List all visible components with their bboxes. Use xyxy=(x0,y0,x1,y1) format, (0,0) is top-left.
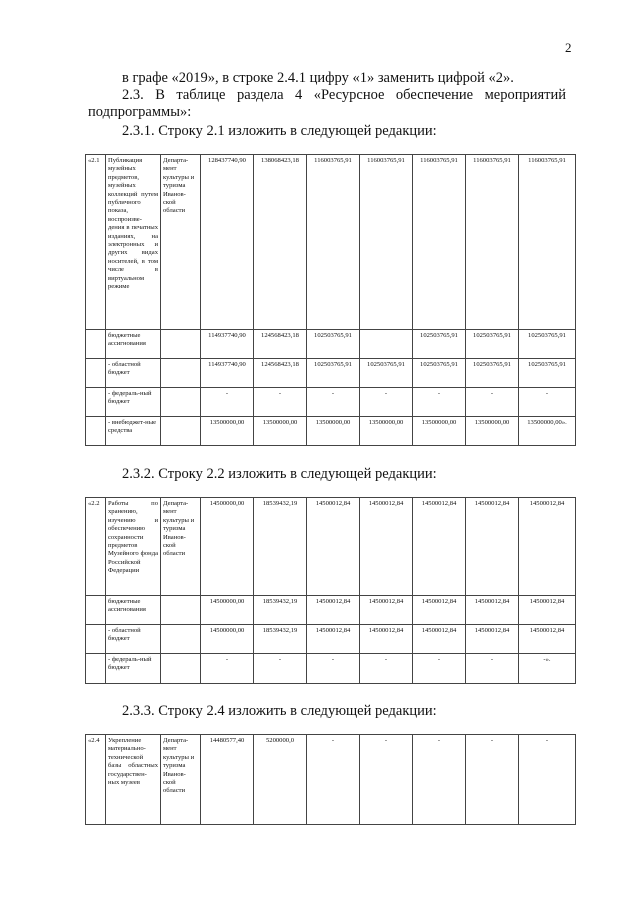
value-cell: 14500000,00 xyxy=(201,625,254,654)
paragraph-graph-2019: в графе «2019», в строке 2.4.1 цифру «1» заменить цифрой «2». xyxy=(122,70,514,86)
row-label: - федераль-ный бюджет xyxy=(106,654,161,684)
value-cell: 14500012,84 xyxy=(519,596,576,625)
value-cell: 102503765,91 xyxy=(307,330,360,359)
activity-name: Укрепление материально-технической базы областных государствен-ных музеев xyxy=(106,735,161,825)
value-cell: 114937740,90 xyxy=(201,359,254,388)
row-index: «2.1 xyxy=(86,155,106,330)
value-cell: 13500000,00 xyxy=(307,417,360,446)
value-cell: 116003765,91 xyxy=(519,155,576,330)
row-label: - областной бюджет xyxy=(106,625,161,654)
table-row-2-1 xyxy=(85,154,576,446)
table-row xyxy=(86,359,576,388)
heading-2-3-1: 2.3.1. Строку 2.1 изложить в следующей редакции: xyxy=(122,123,437,139)
table-row xyxy=(86,654,576,684)
value-cell: - xyxy=(360,654,413,684)
executor: Департа-мент культуры и туризма Иванов-ской области xyxy=(161,498,201,596)
value-cell: 102503765,91 xyxy=(519,330,576,359)
value-cell: 116003765,91 xyxy=(466,155,519,330)
row-index: «2.2 xyxy=(86,498,106,596)
value-cell: 14500012,84 xyxy=(360,498,413,596)
value-cell: 116003765,91 xyxy=(307,155,360,330)
value-cell: 14480577,40 xyxy=(201,735,254,825)
value-cell: - xyxy=(307,388,360,417)
value-cell: 14500012,84 xyxy=(466,596,519,625)
table-row-2-4 xyxy=(85,734,576,825)
table-row xyxy=(86,155,576,330)
table-row xyxy=(86,388,576,417)
value-cell: 124568423,18 xyxy=(254,359,307,388)
paragraph-2-3: 2.3. В таблице раздела 4 «Ресурсное обеспечение мероприятий подпрограммы»: xyxy=(88,87,566,120)
value-cell: - xyxy=(201,654,254,684)
value-cell: -». xyxy=(519,654,576,684)
row-label: - внебюджет-ные средства xyxy=(106,417,161,446)
value-cell: 14500012,84 xyxy=(307,498,360,596)
executor: Департа-мент культуры и туризма Иванов-ской области xyxy=(161,155,201,330)
value-cell: 14500012,84 xyxy=(307,596,360,625)
table-row xyxy=(86,330,576,359)
value-cell: 124568423,18 xyxy=(254,330,307,359)
value-cell: - xyxy=(466,388,519,417)
value-cell: 116003765,91 xyxy=(360,155,413,330)
value-cell: 14500012,84 xyxy=(413,625,466,654)
value-cell: 14500000,00 xyxy=(201,498,254,596)
value-cell: 14500012,84 xyxy=(360,625,413,654)
table-row-2-2 xyxy=(85,497,576,684)
row-label: - федераль-ный бюджет xyxy=(106,388,161,417)
value-cell: - xyxy=(466,735,519,825)
value-cell: 13500000,00 xyxy=(360,417,413,446)
table-row xyxy=(86,735,576,825)
value-cell: 102503765,91 xyxy=(466,330,519,359)
value-cell: 14500000,00 xyxy=(201,596,254,625)
value-cell: 13500000,00 xyxy=(254,417,307,446)
table-row xyxy=(86,417,576,446)
value-cell: 18539432,19 xyxy=(254,596,307,625)
activity-name: Работы по хранению, изучению и обеспечению сохранности предметов Музейного фонда Российской Федерации xyxy=(106,498,161,596)
row-index: «2.4 xyxy=(86,735,106,825)
value-cell: 18539432,19 xyxy=(254,625,307,654)
value-cell: - xyxy=(360,388,413,417)
value-cell: 102503765,91 xyxy=(413,330,466,359)
value-cell: - xyxy=(254,388,307,417)
value-cell: 13500000,00 xyxy=(466,417,519,446)
value-cell: 102503765,91 xyxy=(413,359,466,388)
value-cell: - xyxy=(307,654,360,684)
value-cell: - xyxy=(201,388,254,417)
value-cell: 13500000,00». xyxy=(519,417,576,446)
value-cell: - xyxy=(413,388,466,417)
value-cell: 14500012,84 xyxy=(466,625,519,654)
value-cell: 13500000,00 xyxy=(413,417,466,446)
value-cell: 128437740,90 xyxy=(201,155,254,330)
value-cell: 114937740,90 xyxy=(201,330,254,359)
value-cell: 18539432,19 xyxy=(254,498,307,596)
value-cell: 14500012,84 xyxy=(519,625,576,654)
activity-name: Публикация музейных предметов, музейных коллекций путем публичного показа, воспроизве-дения в печатных изданиях, на электронных и других видах носителей, в том числе в виртуальном режиме xyxy=(106,155,161,330)
heading-2-3-2: 2.3.2. Строку 2.2 изложить в следующей редакции: xyxy=(122,466,437,482)
value-cell: 14500012,84 xyxy=(413,498,466,596)
table-row xyxy=(86,498,576,596)
value-cell: 13500000,00 xyxy=(201,417,254,446)
value-cell: - xyxy=(360,735,413,825)
value-cell: 14500012,84 xyxy=(307,625,360,654)
heading-2-3-3: 2.3.3. Строку 2.4 изложить в следующей редакции: xyxy=(122,703,437,719)
row-label: бюджетные ассигнования xyxy=(106,330,161,359)
table-row xyxy=(86,625,576,654)
value-cell: - xyxy=(466,654,519,684)
value-cell: 102503765,91 xyxy=(519,359,576,388)
value-cell: 138068423,18 xyxy=(254,155,307,330)
value-cell: 5200000,0 xyxy=(254,735,307,825)
value-cell: - xyxy=(413,735,466,825)
value-cell: 102503765,91 xyxy=(307,359,360,388)
value-cell: 14500012,84 xyxy=(360,596,413,625)
value-cell xyxy=(360,330,413,359)
executor: Департа-мент культуры и туризма Иванов-ской области xyxy=(161,735,201,825)
value-cell: - xyxy=(307,735,360,825)
value-cell: - xyxy=(519,388,576,417)
value-cell: - xyxy=(519,735,576,825)
page-number: 2 xyxy=(565,40,572,55)
value-cell: 102503765,91 xyxy=(466,359,519,388)
table-row xyxy=(86,596,576,625)
value-cell: 14500012,84 xyxy=(413,596,466,625)
row-label: - областной бюджет xyxy=(106,359,161,388)
value-cell: - xyxy=(254,654,307,684)
value-cell: 102503765,91 xyxy=(360,359,413,388)
value-cell: 14500012,84 xyxy=(519,498,576,596)
row-label: бюджетные ассигнования xyxy=(106,596,161,625)
value-cell: 14500012,84 xyxy=(466,498,519,596)
value-cell: 116003765,91 xyxy=(413,155,466,330)
value-cell: - xyxy=(413,654,466,684)
